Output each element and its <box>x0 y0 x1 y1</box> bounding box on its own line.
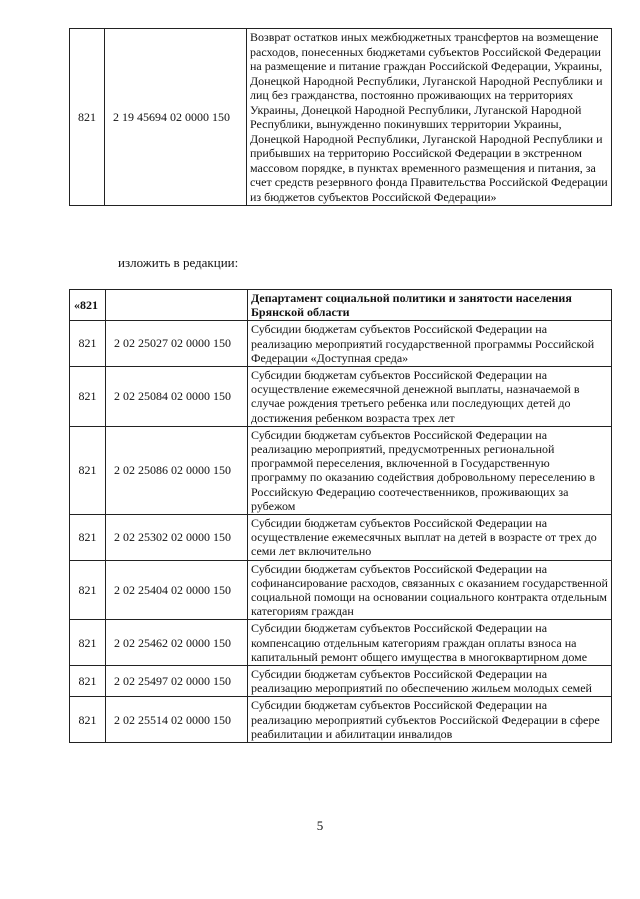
budget-code-cell: 2 02 25027 02 0000 150 <box>106 321 248 367</box>
revenue-name-cell: Возврат остатков иных межбюджетных трансфертов на возмещение расходов, понесенных бюджетами субъектов Российской Федерации на размещение и питание граждан Российской Федерации, Украины, Донецкой Народной Республики, Луганской Народной Республики и лиц без гражданства, постоянно проживающих на территориях Украины, Донецкой Народной Республики, Луганской Народной Республики, вынужденно покинувших территории Украины, Донецкой Народной Республики, Луганской Народной Республики и прибывших на территорию Российской Федерации в экстренном массовом порядке, в пунктах временного размещения и питания, за счет средств резервного фонда Правительства Российской Федерации из бюджетов субъектов Российской Федерации» <box>247 29 612 206</box>
admin-code-cell: 821 <box>70 367 106 427</box>
page-number: 5 <box>316 818 324 833</box>
admin-code-cell: 821 <box>70 697 106 743</box>
admin-code-cell: 821 <box>70 426 106 514</box>
budget-code-cell: 2 19 45694 02 0000 150 <box>105 29 247 206</box>
table-row <box>70 321 612 367</box>
admin-code-cell: 821 <box>70 29 105 206</box>
admin-code-cell: 821 <box>70 321 106 367</box>
amendment-note: изложить в редакции: <box>118 255 239 270</box>
revenue-name-cell: Субсидии бюджетам субъектов Российской Федерации на компенсацию отдельным категориям граждан оплаты взноса на капитальный ремонт общего имущества в многоквартирном доме <box>248 620 612 666</box>
department-name-cell: Департамент социальной политики и занятости населения Брянской области <box>248 290 612 321</box>
revenue-name-cell: Субсидии бюджетам субъектов Российской Федерации на софинансирование расходов, связанных с оказанием государственной социальной помощи на основании социального контракта отдельным категориям граждан <box>248 560 612 620</box>
admin-code-cell: 821 <box>70 666 106 697</box>
table-row <box>70 426 612 514</box>
table-row <box>70 560 612 620</box>
budget-code-cell: 2 02 25514 02 0000 150 <box>106 697 248 743</box>
admin-code-cell: «821 <box>70 290 106 321</box>
budget-code-cell: 2 02 25086 02 0000 150 <box>106 426 248 514</box>
revenue-name-cell: Субсидии бюджетам субъектов Российской Федерации на реализацию мероприятий по обеспечению жильем молодых семей <box>248 666 612 697</box>
revenue-name-cell: Субсидии бюджетам субъектов Российской Федерации на осуществление ежемесячных выплат на детей в возрасте от трех до семи лет включительно <box>248 515 612 561</box>
department-header-row <box>70 290 612 321</box>
budget-code-cell: 2 02 25462 02 0000 150 <box>106 620 248 666</box>
budget-code-cell: 2 02 25404 02 0000 150 <box>106 560 248 620</box>
budget-code-cell <box>106 290 248 321</box>
budget-code-cell: 2 02 25084 02 0000 150 <box>106 367 248 427</box>
new-revenue-table <box>69 289 612 743</box>
revenue-name-cell: Субсидии бюджетам субъектов Российской Федерации на реализацию мероприятий государственной программы Российской Федерации «Доступная среда» <box>248 321 612 367</box>
revenue-name-cell: Субсидии бюджетам субъектов Российской Федерации на реализацию мероприятий, предусмотренных региональной программой переселения, включенной в Государственную программу по оказанию содействия добровольному переселению в Российскую Федерацию соотечественников, проживающих за рубежом <box>248 426 612 514</box>
revenue-name-cell: Субсидии бюджетам субъектов Российской Федерации на реализацию мероприятий субъектов Российской Федерации в сфере реабилитации и абилитации инвалидов <box>248 697 612 743</box>
table-row <box>70 515 612 561</box>
admin-code-cell: 821 <box>70 560 106 620</box>
budget-code-cell: 2 02 25497 02 0000 150 <box>106 666 248 697</box>
table-row <box>70 666 612 697</box>
admin-code-cell: 821 <box>70 620 106 666</box>
previous-revenue-table <box>69 28 612 206</box>
budget-code-cell: 2 02 25302 02 0000 150 <box>106 515 248 561</box>
table-row <box>70 367 612 427</box>
table-row <box>70 29 612 206</box>
admin-code-cell: 821 <box>70 515 106 561</box>
table-row <box>70 697 612 743</box>
table-row <box>70 620 612 666</box>
revenue-name-cell: Субсидии бюджетам субъектов Российской Федерации на осуществление ежемесячной денежной выплаты, назначаемой в случае рождения третьего ребенка или последующих детей до достижения ребенком возраста трех лет <box>248 367 612 427</box>
